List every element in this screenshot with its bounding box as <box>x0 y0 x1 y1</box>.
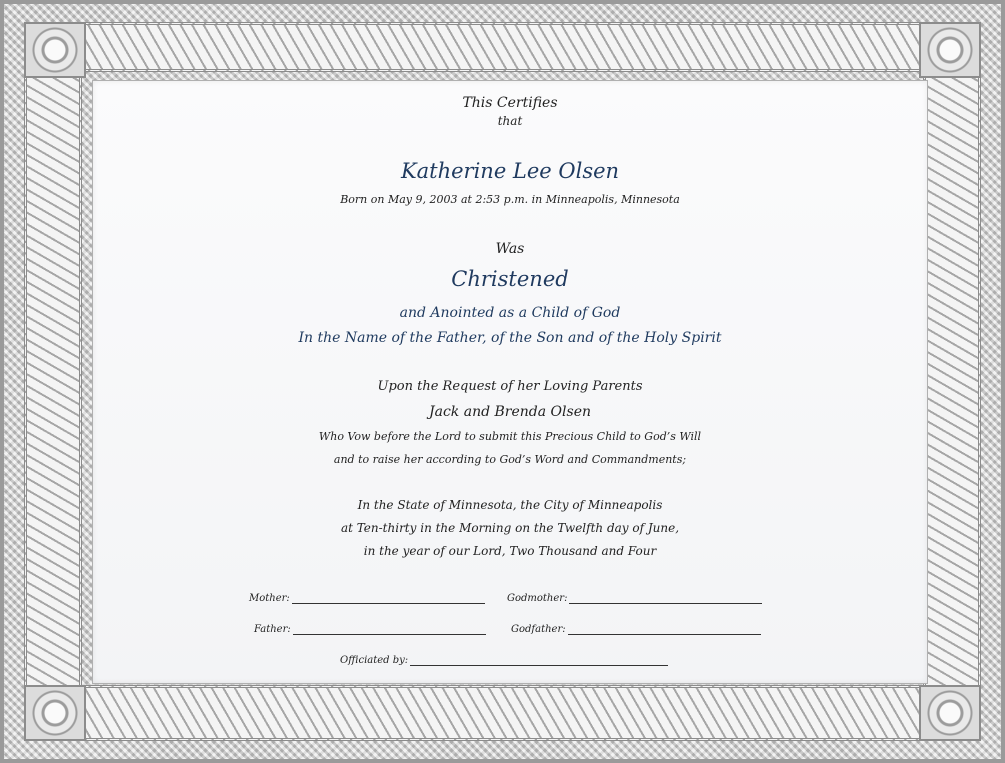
certifies-heading: This Certifies <box>462 95 558 111</box>
that-text: that <box>497 114 523 128</box>
frame-border-left <box>24 22 82 741</box>
officiated-label: Officiated by: <box>340 655 409 666</box>
corner-ornament <box>24 22 86 78</box>
frame-border-top <box>24 22 981 72</box>
corner-ornament <box>919 685 981 741</box>
officiant-signature-line <box>340 655 668 666</box>
certificate-paper <box>92 80 928 684</box>
godfather-signature-line <box>511 624 761 635</box>
place-line-2: at Ten-thirty in the Morning on the Twelfth day of June, <box>340 521 680 535</box>
corner-ornament <box>919 22 981 78</box>
godmother-signature-line <box>507 593 762 604</box>
father-label: Father: <box>254 624 291 635</box>
father-signature-line <box>254 624 486 635</box>
trinity-text: In the Name of the Father, of the Son and of the Holy Spirit <box>298 330 722 346</box>
child-name: Katherine Lee Olsen <box>400 159 620 183</box>
was-text: Was <box>495 241 525 257</box>
place-line-3: in the year of our Lord, Two Thousand and Four <box>363 544 657 558</box>
mother-label: Mother: <box>249 593 290 604</box>
vow-line-1: Who Vow before the Lord to submit this Precious Child to God’s Will <box>318 430 702 443</box>
vow-line-2: and to raise her according to God’s Word and Commandments; <box>333 453 687 466</box>
parents-names: Jack and Brenda Olsen <box>429 404 591 420</box>
place-line-1: In the State of Minnesota, the City of Minneapolis <box>357 498 663 512</box>
godmother-label: Godmother: <box>507 593 568 604</box>
mother-signature-line <box>249 593 485 604</box>
birth-details: Born on May 9, 2003 at 2:53 p.m. in Minneapolis, Minnesota <box>340 193 680 206</box>
anointed-text: and Anointed as a Child of God <box>399 305 621 321</box>
frame-border-bottom <box>24 685 981 741</box>
christened-title: Christened <box>451 267 569 291</box>
request-text: Upon the Request of her Loving Parents <box>377 379 643 394</box>
frame-border-right <box>923 22 981 741</box>
corner-ornament <box>24 685 86 741</box>
godfather-label: Godfather: <box>511 624 566 635</box>
